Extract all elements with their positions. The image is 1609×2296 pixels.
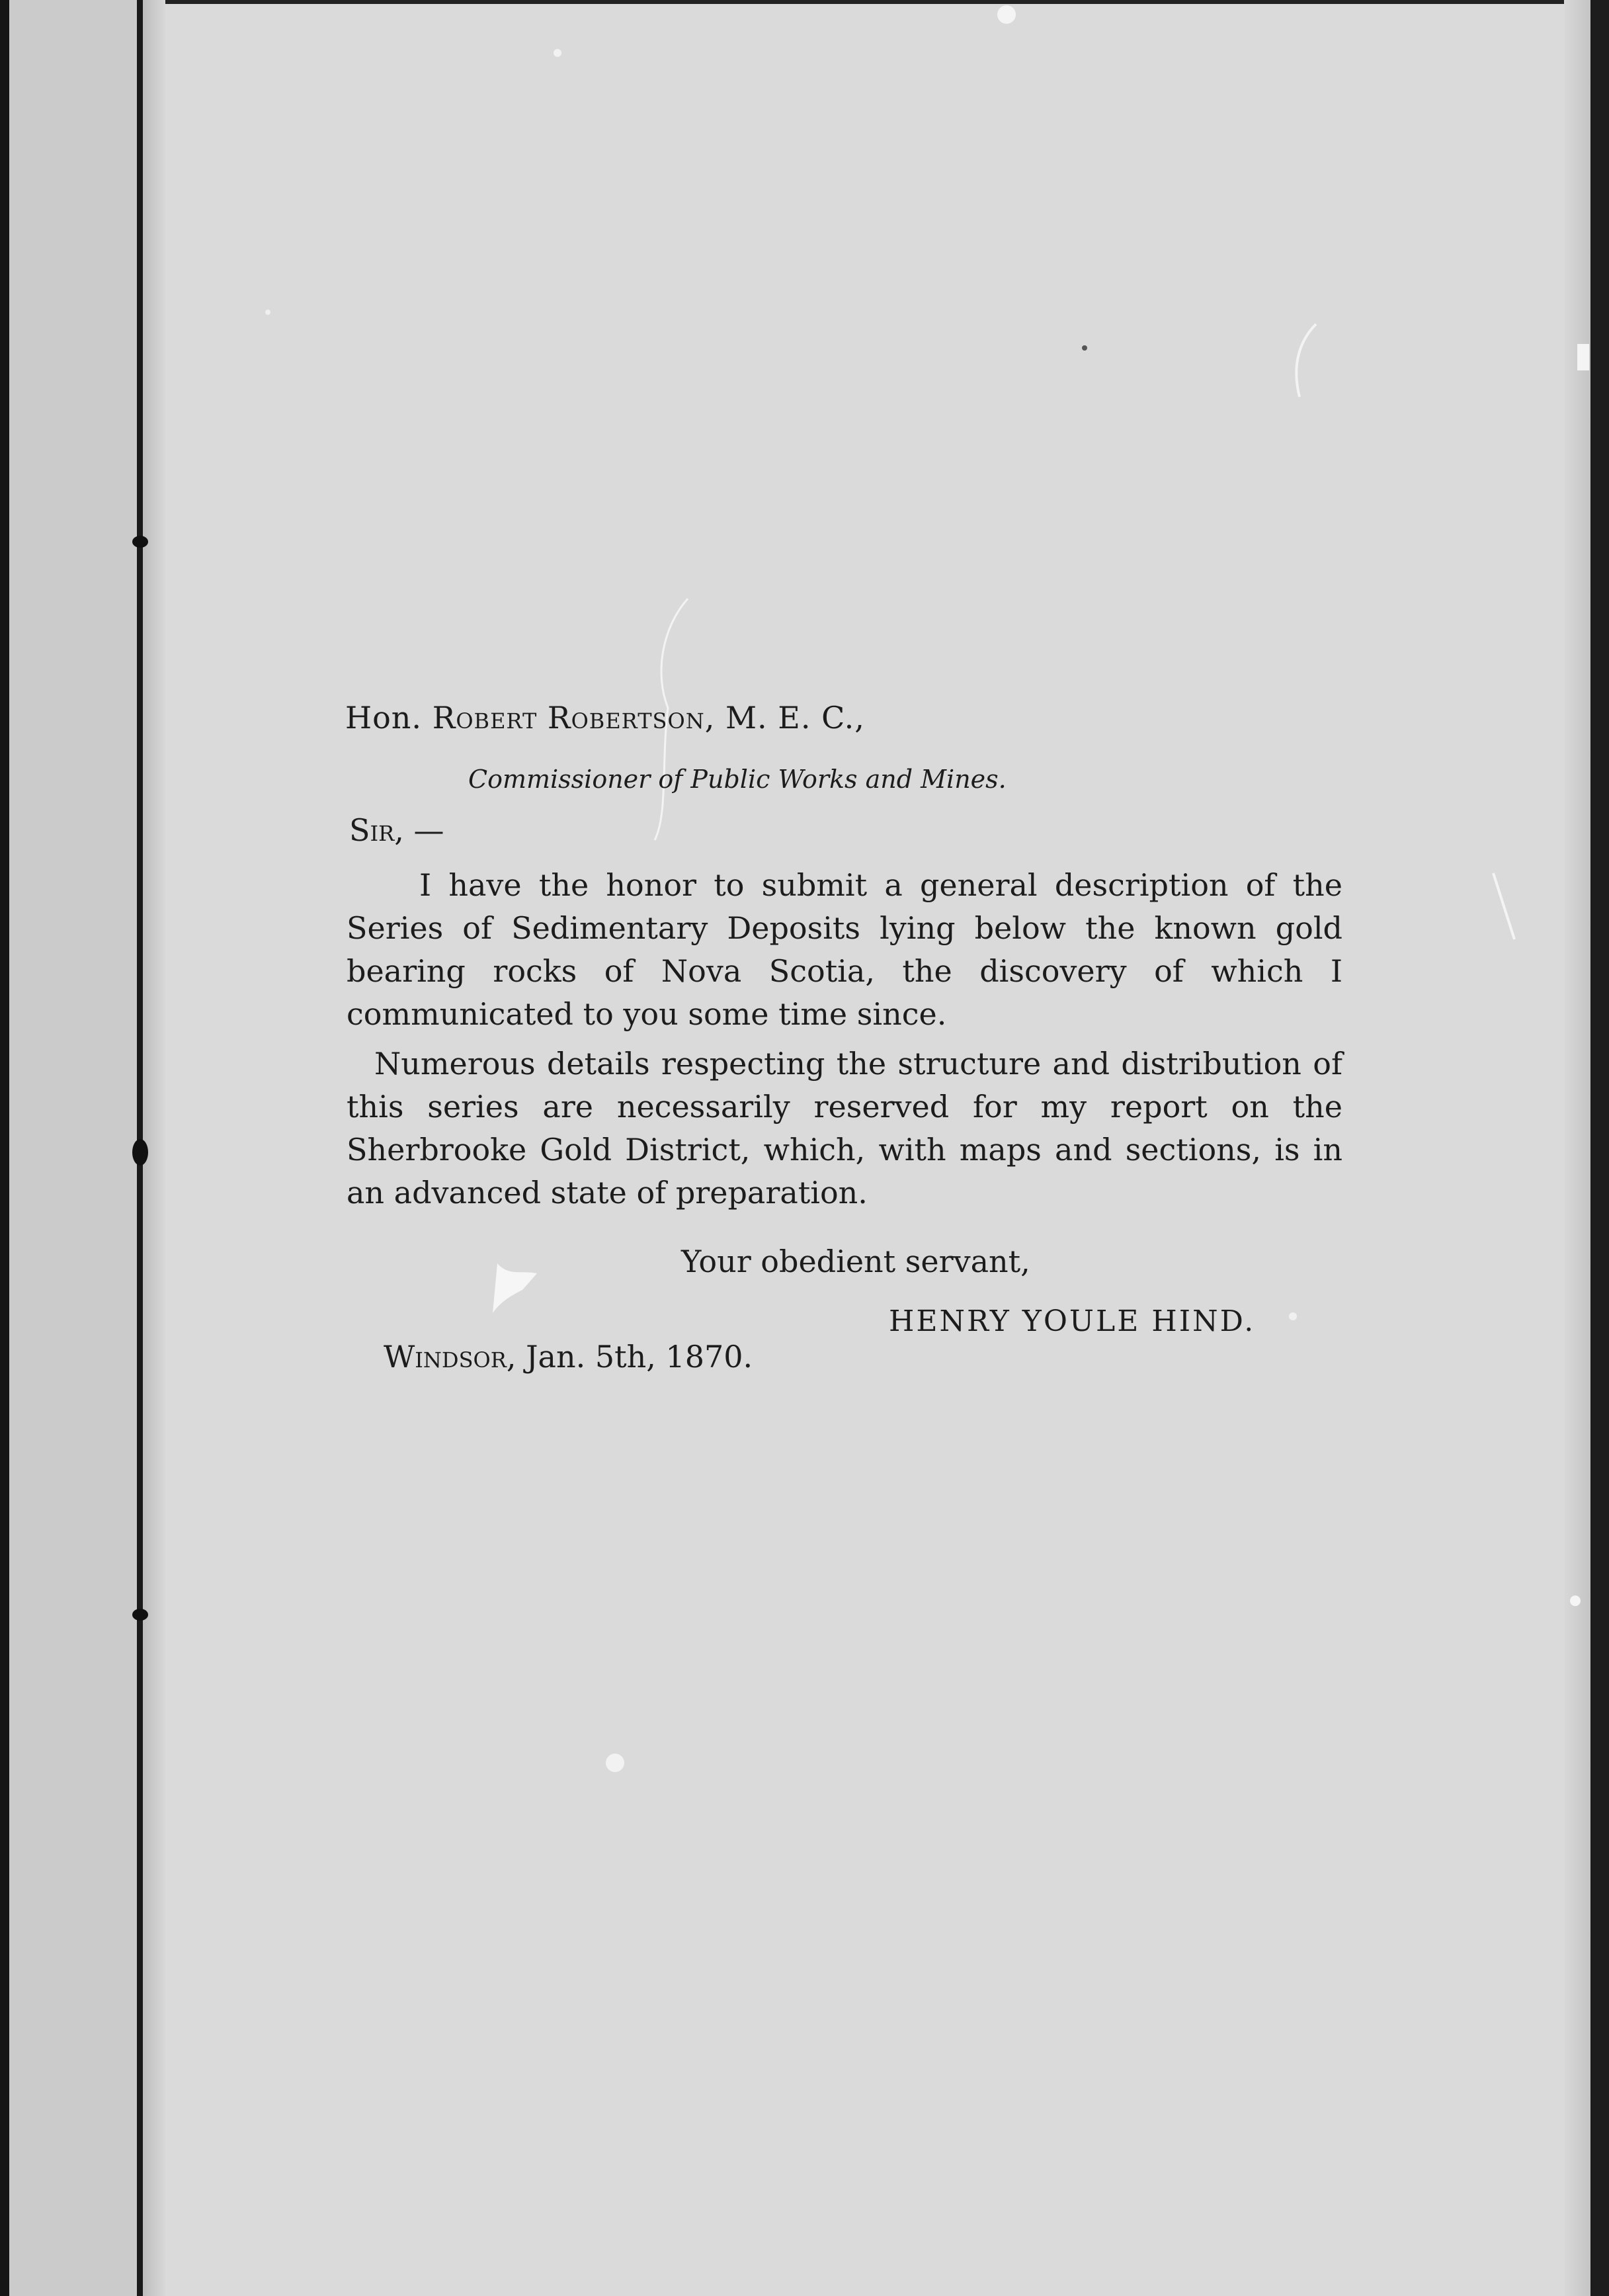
date: Jan. 5th, 1870. xyxy=(526,1339,753,1375)
scan-left-edge xyxy=(0,0,9,2296)
binding-stitch xyxy=(132,1609,148,1621)
binding-stitch xyxy=(132,536,148,548)
addressee-line xyxy=(345,700,865,736)
scan-right-edge xyxy=(1590,0,1609,2296)
addressee-suffix: M. E. C., xyxy=(725,700,865,736)
salutation: Sir, — xyxy=(349,812,444,848)
place: Windsor, xyxy=(384,1339,516,1375)
letter-paragraph: I have the honor to submit a general description of the Series of Sedimentary Deposits lying below the known gold bearing rocks of Nova Scotia, the discovery of which I communicated to you some time since. xyxy=(347,867,1342,1032)
scan-top-edge xyxy=(0,0,1609,4)
place-date-line xyxy=(384,1339,753,1375)
addressee-title: Commissioner of Public Works and Mines. xyxy=(468,765,1007,794)
addressee-prefix: Hon. xyxy=(345,700,423,736)
addressee-name: Robert Robertson, xyxy=(432,700,716,736)
scan-right-shade xyxy=(1564,0,1590,2296)
signature: HENRY YOULE HIND. xyxy=(889,1304,1256,1338)
binding-stitch xyxy=(132,1139,148,1166)
letter-paragraph: Numerous details respecting the structure and distribution of this series are necessarily reserved for my report on the Sherbrooke Gold District, which, with maps and sections, is in an advanced state of preparation. xyxy=(347,1046,1342,1211)
closing-line: Your obedient servant, xyxy=(681,1244,1030,1279)
facing-page-strip xyxy=(9,0,142,2296)
